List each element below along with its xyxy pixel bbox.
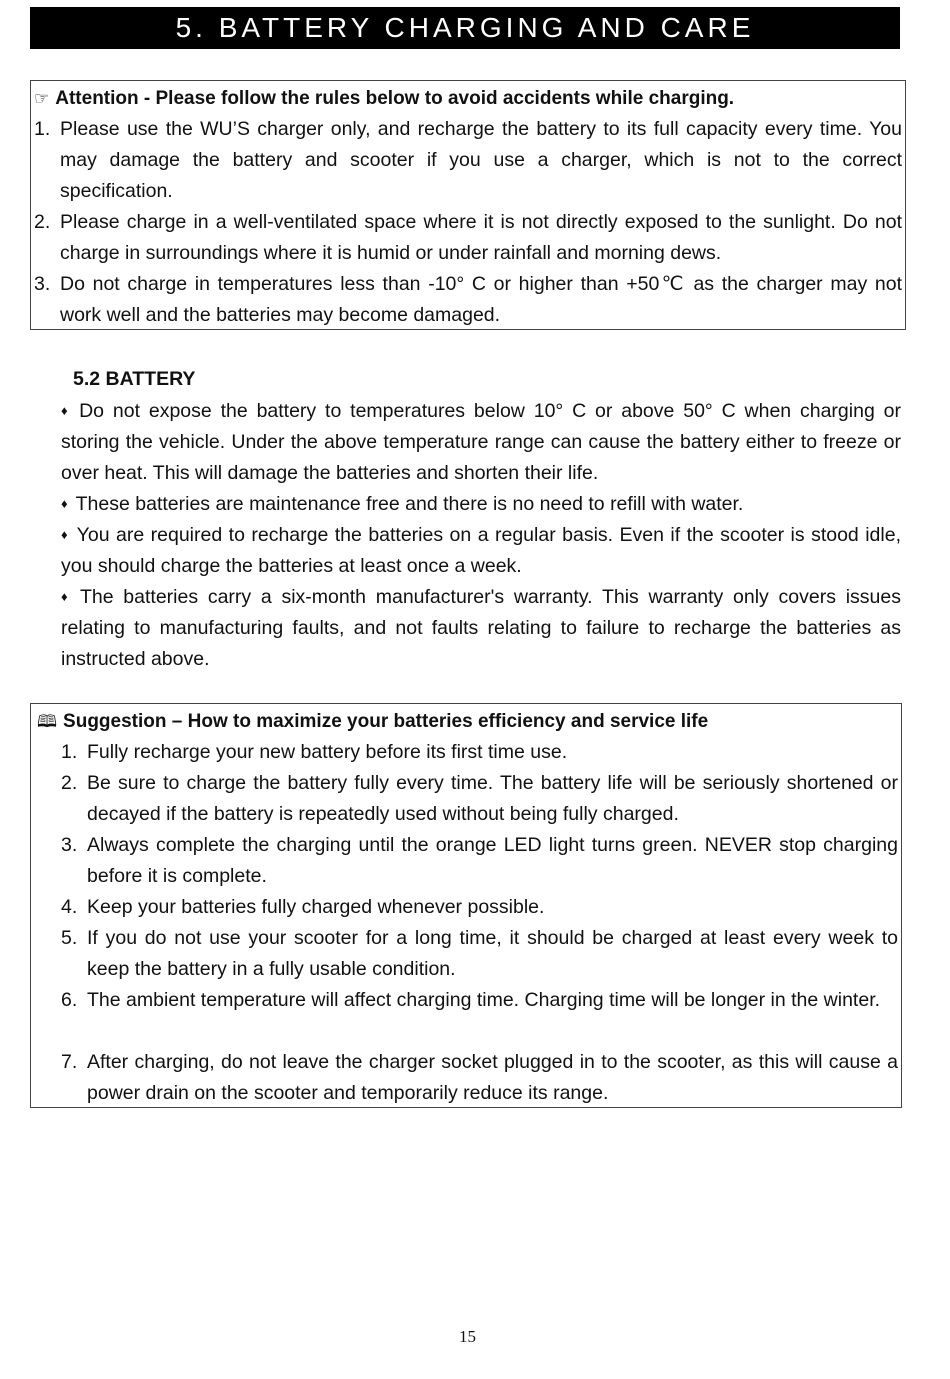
diamond-bullet-icon: ♦ (61, 589, 72, 604)
suggestion-heading: Suggestion – How to maximize your batteries efficiency and service life (63, 711, 709, 732)
suggestion-item-number: 4. (61, 896, 78, 918)
battery-bullet-text: You are required to recharge the batteries on a regular basis. Even if the scooter is stood idle, you should charge the batteries at least once a week. (61, 524, 901, 577)
suggestion-item-text: After charging, do not leave the charger socket plugged in to the scooter, as this will cause a power drain on the scooter and temporarily reduce its range. (87, 1051, 898, 1104)
battery-bullet-text: The batteries carry a six-month manufacturer's warranty. This warranty only covers issues relating to manufacturing faults, and not faults relating to failure to recharge the batteries as instructed above. (61, 586, 901, 670)
suggestion-item-text: Always complete the charging until the orange LED light turns green. NEVER stop charging before it is complete. (87, 834, 898, 887)
attention-item-number: 3. (34, 273, 51, 295)
attention-heading-row (34, 83, 734, 114)
suggestion-item-number: 5. (61, 927, 78, 949)
suggestion-item-number: 1. (61, 741, 78, 763)
attention-heading: Attention - Please follow the rules below to avoid accidents while charging. (55, 88, 735, 109)
section-title: 5. BATTERY CHARGING AND CARE (175, 12, 755, 43)
section-title-bar (30, 7, 900, 49)
suggestion-item-7 (61, 1047, 898, 1109)
suggestion-item-2 (61, 768, 898, 830)
suggestion-item-1 (61, 737, 898, 768)
suggestion-item-number: 2. (61, 772, 78, 794)
suggestion-item-number: 3. (61, 834, 78, 856)
battery-bullet-1 (61, 395, 901, 489)
suggestion-item-4 (61, 892, 898, 923)
attention-item-1 (34, 114, 902, 207)
suggestion-item-text: Be sure to charge the battery fully every time. The battery life will be seriously shortened or decayed if the battery is repeatedly used without being fully charged. (87, 772, 898, 825)
suggestion-item-number: 7. (61, 1051, 78, 1073)
suggestion-item-text: The ambient temperature will affect charging time. Charging time will be longer in the winter. (87, 989, 881, 1011)
attention-item-text: Please charge in a well-ventilated space where it is not directly exposed to the sunlight. Do not charge in surroundings where it is humid or under rainfall and morning dews. (60, 211, 902, 264)
attention-item-text: Do not charge in temperatures less than -10° C or higher than +50℃ as the charger may not work well and the batteries may become damaged. (60, 273, 902, 326)
battery-bullet-3 (61, 519, 901, 582)
suggestion-item-text: Keep your batteries fully charged whenever possible. (87, 896, 545, 918)
suggestion-item-number: 6. (61, 989, 78, 1011)
attention-item-2 (34, 207, 902, 269)
suggestion-item-6 (61, 985, 898, 1016)
suggestion-item-3 (61, 830, 898, 892)
attention-item-3 (34, 269, 902, 331)
attention-item-number: 1. (34, 118, 51, 140)
diamond-bullet-icon: ♦ (61, 496, 68, 511)
suggestion-heading-row (37, 706, 708, 737)
suggestion-item-text: If you do not use your scooter for a long time, it should be charged at least every week to keep the battery in a fully usable condition. (87, 927, 898, 980)
suggestion-item-text: Fully recharge your new battery before its first time use. (87, 741, 568, 763)
diamond-bullet-icon: ♦ (61, 527, 69, 542)
attention-item-number: 2. (34, 211, 51, 233)
battery-bullet-text: These batteries are maintenance free and there is no need to refill with water. (75, 493, 744, 515)
battery-bullet-text: Do not expose the battery to temperatures below 10° C or above 50° C when charging or storing the vehicle. Under the above temperature range can cause the battery either to freeze or over heat. This will damage the batteries and shorten their life. (61, 400, 901, 484)
page-number: 15 (459, 1327, 476, 1346)
pointing-hand-icon: ☞ (34, 89, 50, 108)
diamond-bullet-icon: ♦ (61, 403, 72, 418)
battery-bullet-4 (61, 581, 901, 675)
battery-bullet-2 (61, 488, 901, 520)
attention-item-text: Please use the WU’S charger only, and recharge the battery to its full capacity every time. You may damage the battery and scooter if you use a charger, which is not to the correct specification. (60, 118, 902, 202)
battery-heading: 5.2 BATTERY (73, 368, 196, 390)
book-icon: 🕮 (37, 712, 58, 731)
suggestion-item-5 (61, 923, 898, 985)
